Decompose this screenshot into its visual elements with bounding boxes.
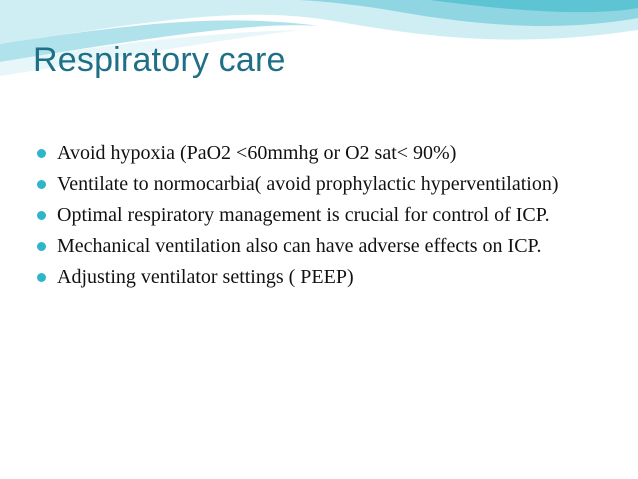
- bullet-item: [37, 171, 607, 197]
- bullet-list: [37, 140, 607, 295]
- bullet-dot-icon: [37, 180, 46, 189]
- bullet-dot-icon: [37, 273, 46, 282]
- bullet-dot-icon: [37, 242, 46, 251]
- bullet-item: [37, 140, 607, 166]
- bullet-text: Avoid hypoxia (PaO2 <60mmhg or O2 sat< 90%): [57, 142, 457, 164]
- bullet-text: Adjusting ventilator settings ( PEEP): [57, 266, 354, 288]
- bullet-item: [37, 264, 607, 290]
- bullet-dot-icon: [37, 149, 46, 158]
- slide-title: Respiratory care: [33, 41, 286, 79]
- bullet-text: Optimal respiratory management is crucial for control of ICP.: [57, 204, 550, 226]
- bullet-text: Mechanical ventilation also can have adverse effects on ICP.: [57, 235, 542, 257]
- bullet-text: Ventilate to normocarbia( avoid prophylactic hyperventilation): [57, 173, 559, 195]
- bullet-item: [37, 233, 607, 259]
- bullet-item: [37, 202, 607, 228]
- bullet-dot-icon: [37, 211, 46, 220]
